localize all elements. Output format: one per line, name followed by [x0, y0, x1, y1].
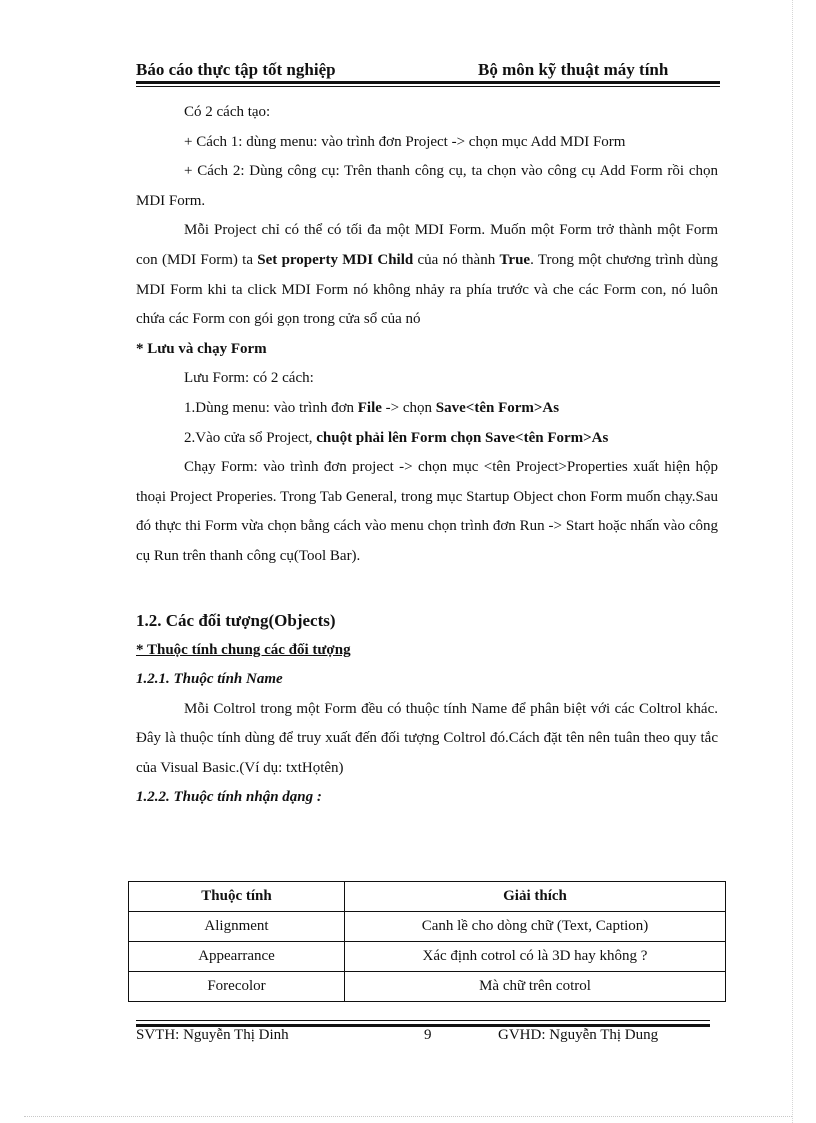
- table-cell-property: Alignment: [129, 912, 345, 942]
- table-header-description: Giải thích: [345, 882, 726, 912]
- header-report-title: Báo cáo thực tập tốt nghiệp: [136, 60, 336, 79]
- paragraph-mdi-form: [136, 216, 718, 334]
- text-run: 1.Dùng menu: vào trình đơn: [184, 399, 358, 416]
- table-header-row: [129, 882, 726, 912]
- text-run: Mỗi Project chỉ có thể có tối đa một MDI Form. Muốn một Form trở thành một Form con (MDI Form) ta: [136, 222, 718, 268]
- paragraph-way-1: + Cách 1: dùng menu: vào trình đơn Project -> chọn mục Add MDI Form: [184, 133, 626, 150]
- page-number: 9: [424, 1027, 432, 1043]
- footer-student: SVTH: Nguyễn Thị Dinh: [136, 1027, 289, 1043]
- paragraph-save-menu: [136, 394, 718, 424]
- text-run: -> chọn: [381, 399, 436, 416]
- paragraph-name-property: Mỗi Coltrol trong một Form đều có thuộc tính Name để phân biệt với các Coltrol khác. Đây là thuộc tính dùng để truy xuất đến đối tượng Coltrol đó.Cách đặt tên nên tuân theo quy tắc của Visual Basic.(Ví dụ: txtHọtên): [136, 700, 718, 776]
- subheading-identification-properties: 1.2.2. Thuộc tính nhận dạng :: [136, 789, 322, 806]
- paragraph-ways-to-create: Có 2 cách tạo:: [184, 104, 271, 120]
- table-header-property: Thuộc tính: [129, 882, 345, 912]
- table-cell-description: Mà chữ trên cotrol: [345, 972, 726, 1002]
- header-department: Bộ môn kỹ thuật máy tính: [478, 60, 669, 79]
- heading-common-properties: * Thuộc tính chung các đối tượng: [136, 641, 351, 658]
- paragraph-save-project-window: [136, 424, 718, 454]
- paragraph-way-2: + Cách 2: Dùng công cụ: Trên thanh công cụ, ta chọn vào công cụ Add Form rồi chọn MDI Form.: [136, 163, 718, 209]
- bold-right-click: chuột phải lên Form chọn Save<tên Form>As: [316, 429, 609, 446]
- text-run: của nó thành: [413, 251, 500, 268]
- footer-rule-thin: [136, 1020, 710, 1021]
- page-edge-dotted-line-vertical: [792, 0, 793, 1123]
- table-row: [129, 972, 726, 1002]
- page-edge-dotted-line: [24, 1116, 792, 1117]
- properties-table: [128, 881, 726, 1002]
- bold-set-property: Set property MDI Child: [257, 251, 414, 268]
- paragraph-run-form: Chạy Form: vào trình đơn project -> chọn mục <tên Project>Properties xuất hiện hộp thoại Project Properies. Trong Tab General, trong mục Startup Object chon Form muốn chạy.Sau đó thực thi Form vừa chọn bằng cách vào menu chọn trình đơn Run -> Start hoặc nhấn vào công cụ Run trên thanh công cụ(Tool Bar).: [136, 459, 718, 564]
- page-header: [136, 58, 720, 82]
- table-cell-description: Canh lề cho dòng chữ (Text, Caption): [345, 912, 726, 942]
- page-footer: [136, 1027, 710, 1049]
- table-cell-property: Forecolor: [129, 972, 345, 1002]
- header-rule-thick: [136, 81, 720, 84]
- bold-save-as: Save<tên Form>As: [435, 399, 560, 416]
- table-cell-property: Appearrance: [129, 942, 345, 972]
- bold-true: True: [499, 251, 531, 268]
- section-title-objects: 1.2. Các đối tượng(Objects): [136, 610, 336, 630]
- table-row: [129, 912, 726, 942]
- bold-file: File: [357, 399, 382, 416]
- header-rule-thin: [136, 86, 720, 87]
- text-run: 2.Vào cửa sổ Project,: [184, 429, 317, 446]
- text-run: . Trong một chương trình dùng MDI Form khi ta click MDI Form nó không nhảy ra phía trước và che các Form con, nó luôn chứa các Form con gói gọn trong cửa sổ của nó: [136, 251, 719, 328]
- footer-supervisor: GVHD: Nguyễn Thị Dung: [498, 1027, 659, 1043]
- table-cell-description: Xác định cotrol có là 3D hay không ?: [345, 942, 726, 972]
- paragraph-save-form: Lưu Form: có 2 cách:: [184, 370, 314, 387]
- subheading-name-property: 1.2.1. Thuộc tính Name: [136, 671, 283, 688]
- heading-save-and-run: * Lưu và chạy Form: [136, 340, 267, 357]
- table-row: [129, 942, 726, 972]
- body-text: [136, 98, 718, 813]
